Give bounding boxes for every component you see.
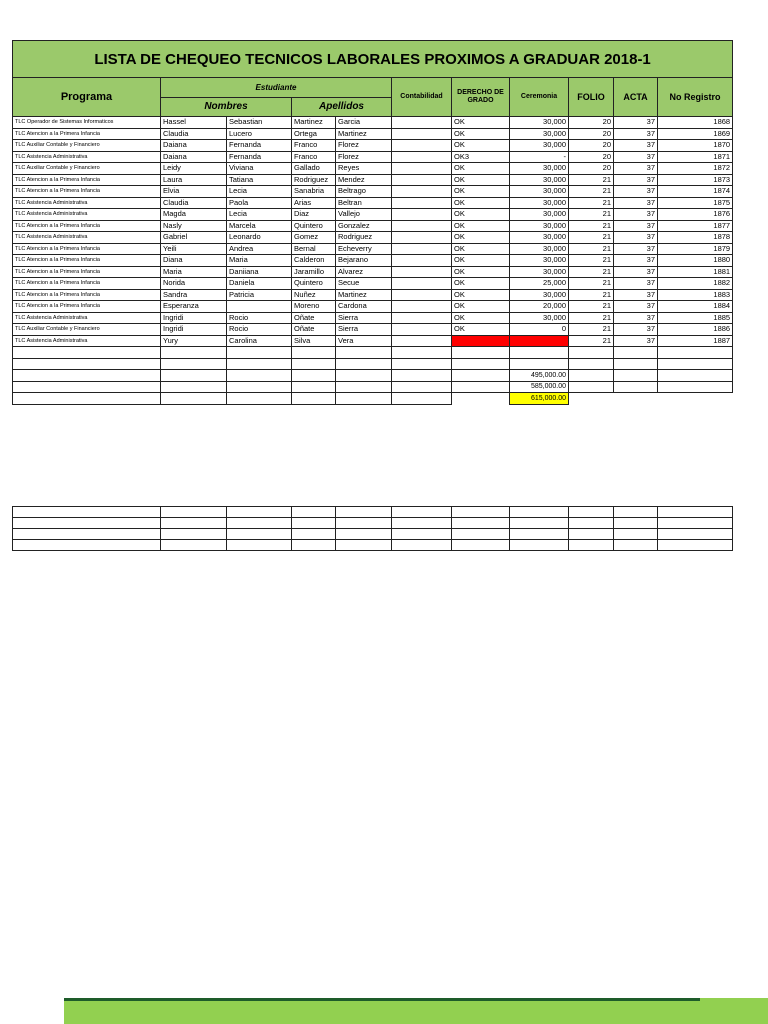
cell-derecho: OK xyxy=(452,312,510,324)
blank-cell xyxy=(13,358,161,370)
cell-derecho: OK xyxy=(452,128,510,140)
cell-acta: 37 xyxy=(614,335,658,347)
cell-folio: 21 xyxy=(569,301,614,313)
cell-registro: 1882 xyxy=(658,278,733,290)
cell-a1: Oñate xyxy=(292,324,336,336)
cell-folio: 20 xyxy=(569,140,614,152)
cell-registro: 1883 xyxy=(658,289,733,301)
cell-programa: TLC Asistencia Administrativa xyxy=(13,232,161,244)
table-row xyxy=(13,197,733,209)
cell-folio: 21 xyxy=(569,220,614,232)
cell-registro: 1877 xyxy=(658,220,733,232)
cell-a2: Florez xyxy=(336,140,392,152)
cell-n2: Daniiana xyxy=(227,266,292,278)
cell-a1: Silva xyxy=(292,335,336,347)
cell-a1: Quintero xyxy=(292,278,336,290)
cell-contabilidad xyxy=(392,301,452,313)
cell-folio: 20 xyxy=(569,117,614,129)
cell-folio: 21 xyxy=(569,312,614,324)
cell-contabilidad xyxy=(392,232,452,244)
cell-a2: Vera xyxy=(336,335,392,347)
cell-a1: Moreno xyxy=(292,301,336,313)
cell-ceremonia: 30,000 xyxy=(510,232,569,244)
cell-contabilidad xyxy=(392,174,452,186)
checklist-table xyxy=(12,40,733,405)
cell-n2: Daniela xyxy=(227,278,292,290)
cell-registro: 1871 xyxy=(658,151,733,163)
cell-n1: Esperanza xyxy=(161,301,227,313)
cell-derecho: OK xyxy=(452,255,510,267)
cell-a2: Sierra xyxy=(336,324,392,336)
cell-a1: Nuñez xyxy=(292,289,336,301)
cell-a2: Beltran xyxy=(336,197,392,209)
cell-contabilidad xyxy=(392,335,452,347)
cell-a2: Rodriguez xyxy=(336,232,392,244)
cell-programa: TLC Atencion a la Primera Infancia xyxy=(13,243,161,255)
header-folio: FOLIO xyxy=(569,78,614,117)
header-contabilidad: Contabilidad xyxy=(392,78,452,117)
cell-acta: 37 xyxy=(614,209,658,221)
cell-ceremonia: 20,000 xyxy=(510,301,569,313)
cell-ceremonia: 30,000 xyxy=(510,312,569,324)
cell-a1: Quintero xyxy=(292,220,336,232)
table-row xyxy=(13,128,733,140)
cell-acta: 37 xyxy=(614,266,658,278)
cell-a2: Mendez xyxy=(336,174,392,186)
cell-n1: Claudia xyxy=(161,197,227,209)
footer-green-bar xyxy=(64,998,768,1024)
table-row xyxy=(13,266,733,278)
cell-programa: TLC Atencion a la Primera Infancia xyxy=(13,301,161,313)
cell-ceremonia: - xyxy=(510,151,569,163)
cell-ceremonia: 30,000 xyxy=(510,128,569,140)
cell-folio: 20 xyxy=(569,128,614,140)
table-row xyxy=(13,335,733,347)
header-derecho-grado: DERECHO DE GRADO xyxy=(452,78,510,117)
cell-ceremonia: 30,000 xyxy=(510,117,569,129)
cell-ceremonia: 30,000 xyxy=(510,255,569,267)
cell-contabilidad xyxy=(392,186,452,198)
cell-n2: Rocio xyxy=(227,324,292,336)
cell-acta: 37 xyxy=(614,289,658,301)
cell-derecho: OK xyxy=(452,186,510,198)
cell-n2: Rocio xyxy=(227,312,292,324)
cell-n2: Patricia xyxy=(227,289,292,301)
cell-a2: Martinez xyxy=(336,289,392,301)
header-acta: ACTA xyxy=(614,78,658,117)
header-registro: No Registro xyxy=(658,78,733,117)
cell-derecho: OK xyxy=(452,174,510,186)
table-row xyxy=(13,140,733,152)
cell-n2: Maria xyxy=(227,255,292,267)
cell-acta: 37 xyxy=(614,197,658,209)
cell-a1: Franco xyxy=(292,140,336,152)
table-row xyxy=(13,209,733,221)
cell-folio: 21 xyxy=(569,278,614,290)
cell-folio: 21 xyxy=(569,255,614,267)
cell-ceremonia xyxy=(510,335,569,347)
cell-n2: Leonardo xyxy=(227,232,292,244)
cell-n2: Carolina xyxy=(227,335,292,347)
cell-ceremonia: 30,000 xyxy=(510,174,569,186)
cell-contabilidad xyxy=(392,117,452,129)
cell-ceremonia: 30,000 xyxy=(510,163,569,175)
cell-a2: Gonzalez xyxy=(336,220,392,232)
cell-n1: Elvia xyxy=(161,186,227,198)
cell-ceremonia: 30,000 xyxy=(510,186,569,198)
cell-a2: Secue xyxy=(336,278,392,290)
header-nombres: Nombres xyxy=(161,97,292,117)
cell-programa: TLC Atencion a la Primera Infancia xyxy=(13,174,161,186)
cell-n2: Lucero xyxy=(227,128,292,140)
cell-contabilidad xyxy=(392,255,452,267)
cell-programa: TLC Atencion a la Primera Infancia xyxy=(13,266,161,278)
cell-registro: 1878 xyxy=(658,232,733,244)
cell-folio: 21 xyxy=(569,174,614,186)
cell-folio: 21 xyxy=(569,324,614,336)
cell-derecho: OK3 xyxy=(452,151,510,163)
table-row xyxy=(13,117,733,129)
cell-a2: Reyes xyxy=(336,163,392,175)
cell-registro: 1884 xyxy=(658,301,733,313)
cell-ceremonia: 25,000 xyxy=(510,278,569,290)
cell-derecho: OK xyxy=(452,117,510,129)
cell-acta: 37 xyxy=(614,140,658,152)
cell-contabilidad xyxy=(392,324,452,336)
header-programa: Programa xyxy=(13,78,161,117)
cell-contabilidad xyxy=(392,128,452,140)
cell-acta: 37 xyxy=(614,220,658,232)
cell-programa: TLC Atencion a la Primera Infancia xyxy=(13,278,161,290)
table-row xyxy=(13,312,733,324)
cell-folio: 21 xyxy=(569,335,614,347)
cell-derecho: OK xyxy=(452,301,510,313)
table-row xyxy=(13,186,733,198)
cell-derecho: OK xyxy=(452,220,510,232)
total-2: 585,000.00 xyxy=(510,381,569,393)
cell-a2: Vallejo xyxy=(336,209,392,221)
cell-contabilidad xyxy=(392,312,452,324)
cell-a1: Oñate xyxy=(292,312,336,324)
cell-derecho: OK xyxy=(452,140,510,152)
cell-n1: Claudia xyxy=(161,128,227,140)
table-row xyxy=(13,220,733,232)
table-row xyxy=(13,243,733,255)
cell-a1: Rodriguez xyxy=(292,174,336,186)
cell-n1: Ingridi xyxy=(161,312,227,324)
cell-n1: Leidy xyxy=(161,163,227,175)
cell-n1: Daiana xyxy=(161,140,227,152)
cell-a2: Cardona xyxy=(336,301,392,313)
cell-n1: Daiana xyxy=(161,151,227,163)
cell-a2: Florez xyxy=(336,151,392,163)
cell-n2: Marcela xyxy=(227,220,292,232)
cell-a2: Echeverry xyxy=(336,243,392,255)
cell-ceremonia: 30,000 xyxy=(510,220,569,232)
table-row xyxy=(13,174,733,186)
cell-n2: Lecia xyxy=(227,186,292,198)
cell-acta: 37 xyxy=(614,117,658,129)
cell-a1: Calderon xyxy=(292,255,336,267)
cell-a2: Martinez xyxy=(336,128,392,140)
cell-registro: 1879 xyxy=(658,243,733,255)
cell-folio: 21 xyxy=(569,289,614,301)
cell-a1: Diaz xyxy=(292,209,336,221)
cell-programa: TLC Asistencia Administrativa xyxy=(13,335,161,347)
total-1: 495,000.00 xyxy=(510,370,569,382)
cell-a2: Garcia xyxy=(336,117,392,129)
cell-a2: Bejarano xyxy=(336,255,392,267)
cell-contabilidad xyxy=(392,289,452,301)
cell-a2: Beltrago xyxy=(336,186,392,198)
cell-derecho: OK xyxy=(452,209,510,221)
cell-contabilidad xyxy=(392,140,452,152)
cell-contabilidad xyxy=(392,220,452,232)
cell-a1: Arias xyxy=(292,197,336,209)
cell-programa: TLC Auxiliar Contable y Financiero xyxy=(13,324,161,336)
cell-derecho: OK xyxy=(452,278,510,290)
cell-derecho: OK xyxy=(452,232,510,244)
cell-n2: Fernanda xyxy=(227,151,292,163)
cell-acta: 37 xyxy=(614,324,658,336)
cell-programa: TLC Auxiliar Contable y Financiero xyxy=(13,163,161,175)
cell-n1: Norida xyxy=(161,278,227,290)
cell-registro: 1880 xyxy=(658,255,733,267)
cell-acta: 37 xyxy=(614,255,658,267)
cell-derecho: OK xyxy=(452,243,510,255)
cell-n2: Sebastian xyxy=(227,117,292,129)
cell-contabilidad xyxy=(392,243,452,255)
cell-acta: 37 xyxy=(614,128,658,140)
cell-registro: 1870 xyxy=(658,140,733,152)
table-row xyxy=(13,163,733,175)
cell-n2: Fernanda xyxy=(227,140,292,152)
cell-acta: 37 xyxy=(614,186,658,198)
cell-ceremonia: 30,000 xyxy=(510,243,569,255)
cell-n2: Lecia xyxy=(227,209,292,221)
cell-n1: Maria xyxy=(161,266,227,278)
cell-contabilidad xyxy=(392,209,452,221)
cell-programa: TLC Asistencia Administrativa xyxy=(13,197,161,209)
cell-n2 xyxy=(227,301,292,313)
cell-registro: 1885 xyxy=(658,312,733,324)
cell-n1: Magda xyxy=(161,209,227,221)
cell-acta: 37 xyxy=(614,278,658,290)
cell-ceremonia: 0 xyxy=(510,324,569,336)
cell-programa: TLC Atencion a la Primera Infancia xyxy=(13,289,161,301)
cell-contabilidad xyxy=(392,163,452,175)
cell-n1: Laura xyxy=(161,174,227,186)
cell-ceremonia: 30,000 xyxy=(510,197,569,209)
cell-n2: Tatiana xyxy=(227,174,292,186)
table-row xyxy=(13,232,733,244)
cell-registro: 1875 xyxy=(658,197,733,209)
cell-contabilidad xyxy=(392,151,452,163)
cell-registro: 1869 xyxy=(658,128,733,140)
cell-n1: Yury xyxy=(161,335,227,347)
cell-derecho: OK xyxy=(452,163,510,175)
cell-folio: 20 xyxy=(569,151,614,163)
cell-a1: Sanabria xyxy=(292,186,336,198)
cell-programa: TLC Operador de Sistemas Informaticos xyxy=(13,117,161,129)
table-row xyxy=(13,255,733,267)
cell-registro: 1874 xyxy=(658,186,733,198)
cell-programa: TLC Asistencia Administrativa xyxy=(13,151,161,163)
table-row xyxy=(13,151,733,163)
cell-derecho: OK xyxy=(452,289,510,301)
cell-contabilidad xyxy=(392,278,452,290)
cell-n1: Hassel xyxy=(161,117,227,129)
cell-folio: 21 xyxy=(569,209,614,221)
cell-contabilidad xyxy=(392,197,452,209)
cell-folio: 21 xyxy=(569,197,614,209)
cell-n1: Sandra xyxy=(161,289,227,301)
cell-a2: Sierra xyxy=(336,312,392,324)
sheet-title: LISTA DE CHEQUEO TECNICOS LABORALES PROXIMOS A GRADUAR 2018-1 xyxy=(13,41,733,78)
cell-n2: Viviana xyxy=(227,163,292,175)
cell-n1: Gabriel xyxy=(161,232,227,244)
cell-contabilidad xyxy=(392,266,452,278)
table-row xyxy=(13,324,733,336)
cell-programa: TLC Atencion a la Primera Infancia xyxy=(13,186,161,198)
cell-folio: 21 xyxy=(569,266,614,278)
cell-folio: 21 xyxy=(569,186,614,198)
cell-a1: Franco xyxy=(292,151,336,163)
cell-acta: 37 xyxy=(614,163,658,175)
cell-a1: Gallado xyxy=(292,163,336,175)
cell-programa: TLC Asistencia Administrativa xyxy=(13,312,161,324)
cell-a1: Ortega xyxy=(292,128,336,140)
cell-registro: 1886 xyxy=(658,324,733,336)
cell-ceremonia: 30,000 xyxy=(510,140,569,152)
cell-registro: 1881 xyxy=(658,266,733,278)
empty-grid xyxy=(12,506,733,551)
cell-acta: 37 xyxy=(614,301,658,313)
cell-programa: TLC Atencion a la Primera Infancia xyxy=(13,255,161,267)
cell-folio: 21 xyxy=(569,243,614,255)
cell-programa: TLC Auxiliar Contable y Financiero xyxy=(13,140,161,152)
cell-acta: 37 xyxy=(614,174,658,186)
cell-derecho: OK xyxy=(452,197,510,209)
cell-a1: Bernal xyxy=(292,243,336,255)
cell-a1: Martinez xyxy=(292,117,336,129)
cell-a2: Alvarez xyxy=(336,266,392,278)
footer-dark-line xyxy=(64,998,700,1001)
cell-acta: 37 xyxy=(614,243,658,255)
cell-n1: Yeili xyxy=(161,243,227,255)
cell-registro: 1873 xyxy=(658,174,733,186)
cell-n1: Nasly xyxy=(161,220,227,232)
cell-registro: 1887 xyxy=(658,335,733,347)
header-apellidos: Apellidos xyxy=(292,97,392,117)
cell-folio: 21 xyxy=(569,232,614,244)
cell-acta: 37 xyxy=(614,151,658,163)
cell-derecho xyxy=(452,335,510,347)
cell-n1: Diana xyxy=(161,255,227,267)
cell-ceremonia: 30,000 xyxy=(510,266,569,278)
total-3: 615,000.00 xyxy=(510,393,569,405)
header-estudiante: Estudiante xyxy=(161,78,392,98)
cell-registro: 1868 xyxy=(658,117,733,129)
cell-registro: 1876 xyxy=(658,209,733,221)
cell-a1: Jaramillo xyxy=(292,266,336,278)
cell-registro: 1872 xyxy=(658,163,733,175)
header-ceremonia: Ceremonia xyxy=(510,78,569,117)
cell-ceremonia: 30,000 xyxy=(510,289,569,301)
cell-n1: Ingridi xyxy=(161,324,227,336)
blank-cell xyxy=(13,347,161,359)
cell-a1: Gomez xyxy=(292,232,336,244)
table-row xyxy=(13,289,733,301)
cell-acta: 37 xyxy=(614,232,658,244)
cell-n2: Paola xyxy=(227,197,292,209)
cell-ceremonia: 30,000 xyxy=(510,209,569,221)
cell-programa: TLC Asistencia Administrativa xyxy=(13,209,161,221)
table-row xyxy=(13,301,733,313)
cell-n2: Andrea xyxy=(227,243,292,255)
cell-programa: TLC Atencion a la Primera Infancia xyxy=(13,220,161,232)
cell-derecho: OK xyxy=(452,324,510,336)
cell-acta: 37 xyxy=(614,312,658,324)
table-row xyxy=(13,278,733,290)
cell-derecho: OK xyxy=(452,266,510,278)
cell-programa: TLC Atencion a la Primera Infancia xyxy=(13,128,161,140)
cell-folio: 20 xyxy=(569,163,614,175)
